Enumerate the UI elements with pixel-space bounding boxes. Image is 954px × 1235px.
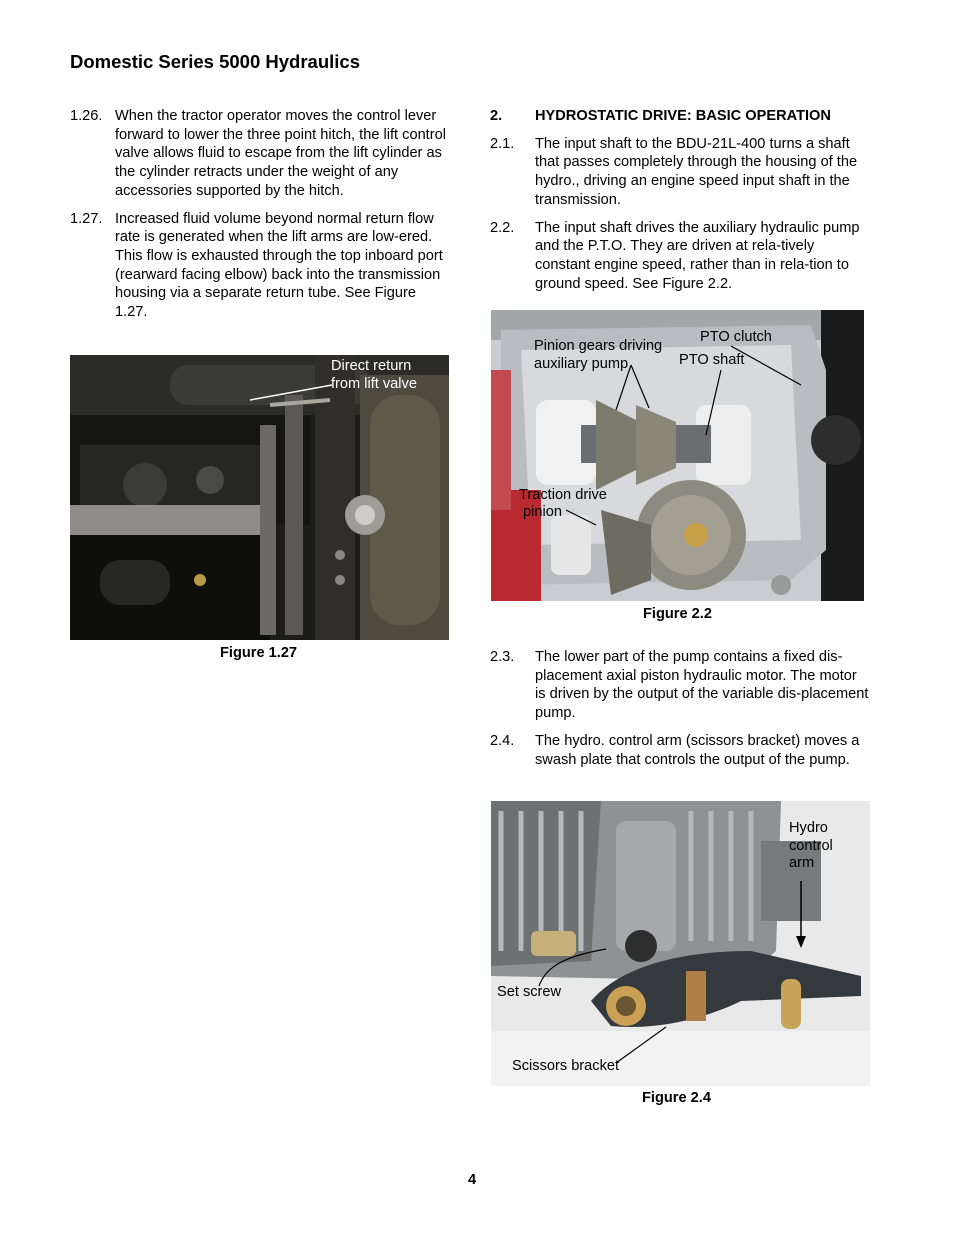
left-column — [70, 107, 450, 331]
paragraph-number: 2.2. — [490, 219, 515, 236]
paragraph-text: The lower part of the pump contains a fixed dis-placement axial piston hydraulic motor. The motor is driven by the output of the variable dis-placement pump. — [535, 649, 869, 722]
paragraph-text: When the tractor operator moves the control lever forward to lower the three point hitch, the lift control valve allows fluid to escape from the lift cylinder as the cylinder retracts under the weight of any accessories supported by the hitch. — [115, 108, 446, 199]
figure-2-4-caption: Figure 2.4 — [642, 1090, 711, 1106]
tractor-lift-photo — [70, 355, 449, 640]
paragraph-number: 2.3. — [490, 649, 515, 665]
figure-1-27-caption: Figure 1.27 — [220, 645, 298, 661]
section-heading — [490, 107, 870, 126]
label-pinion: pinion — [523, 504, 562, 520]
label-pinion-gears: Pinion gears driving — [534, 338, 663, 354]
label-hydro: Hydro — [789, 820, 828, 836]
label-direct-return: Direct return — [331, 358, 412, 374]
figure-1-27-photo — [70, 355, 449, 640]
paragraph-number: 2.1. — [490, 135, 515, 152]
paragraph-number: 1.27. — [70, 210, 103, 227]
paragraph-number: 1.26. — [70, 108, 103, 124]
paragraph-text: Increased fluid volume beyond normal return flow rate is generated when the lift arms are low-ered. This flow is exhausted through the top inboard port (rearward facing elbow) back into the transmission housing via a separate return tube. See Figure 1.27. — [115, 210, 443, 321]
label-from-lift-valve: from lift valve — [331, 376, 417, 392]
figure-2-2-photo — [491, 310, 864, 601]
paragraph-text: The hydro. control arm (scissors bracket) moves a swash plate that controls the output of the pump. — [535, 732, 860, 768]
paragraph-text: The input shaft to the BDU-21L-400 turns a shaft that passes completely through the housing of the hydro., driving an engine speed input shaft in the transmission. — [535, 135, 858, 208]
paragraph-text: The input shaft drives the auxiliary hydraulic pump and the P.T.O. They are driven at rela-tively constant engine speed, rather than in rela-tion to ground speed. See Figure 2.2. — [535, 219, 860, 292]
paragraph-2-1 — [490, 135, 870, 210]
label-control: control — [789, 838, 833, 854]
page-title: Domestic Series 5000 Hydraulics — [70, 51, 360, 72]
label-scissors-bracket: Scissors bracket — [512, 1058, 620, 1074]
paragraph-2-3 — [490, 648, 870, 723]
label-traction-drive: Traction drive — [519, 487, 607, 503]
paragraph-2-2 — [490, 219, 870, 294]
section-title: HYDROSTATIC DRIVE: BASIC OPERATION — [535, 108, 831, 124]
right-column-top — [490, 107, 870, 302]
right-column-middle — [490, 648, 870, 778]
label-auxiliary-pump: auxiliary pump — [534, 356, 629, 372]
section-number: 2. — [490, 108, 503, 124]
page-number: 4 — [467, 1172, 477, 1188]
figure-2-4-photo — [491, 801, 870, 1086]
label-pto-shaft: PTO shaft — [679, 352, 745, 368]
label-set-screw: Set screw — [497, 984, 562, 1000]
paragraph-2-4 — [490, 732, 870, 769]
figure-2-2-caption: Figure 2.2 — [643, 606, 712, 622]
paragraph-1-26 — [70, 107, 450, 201]
paragraph-1-27 — [70, 210, 450, 322]
paragraph-number: 2.4. — [490, 732, 515, 749]
label-pto-clutch: PTO clutch — [700, 329, 772, 345]
label-arm: arm — [789, 855, 815, 871]
